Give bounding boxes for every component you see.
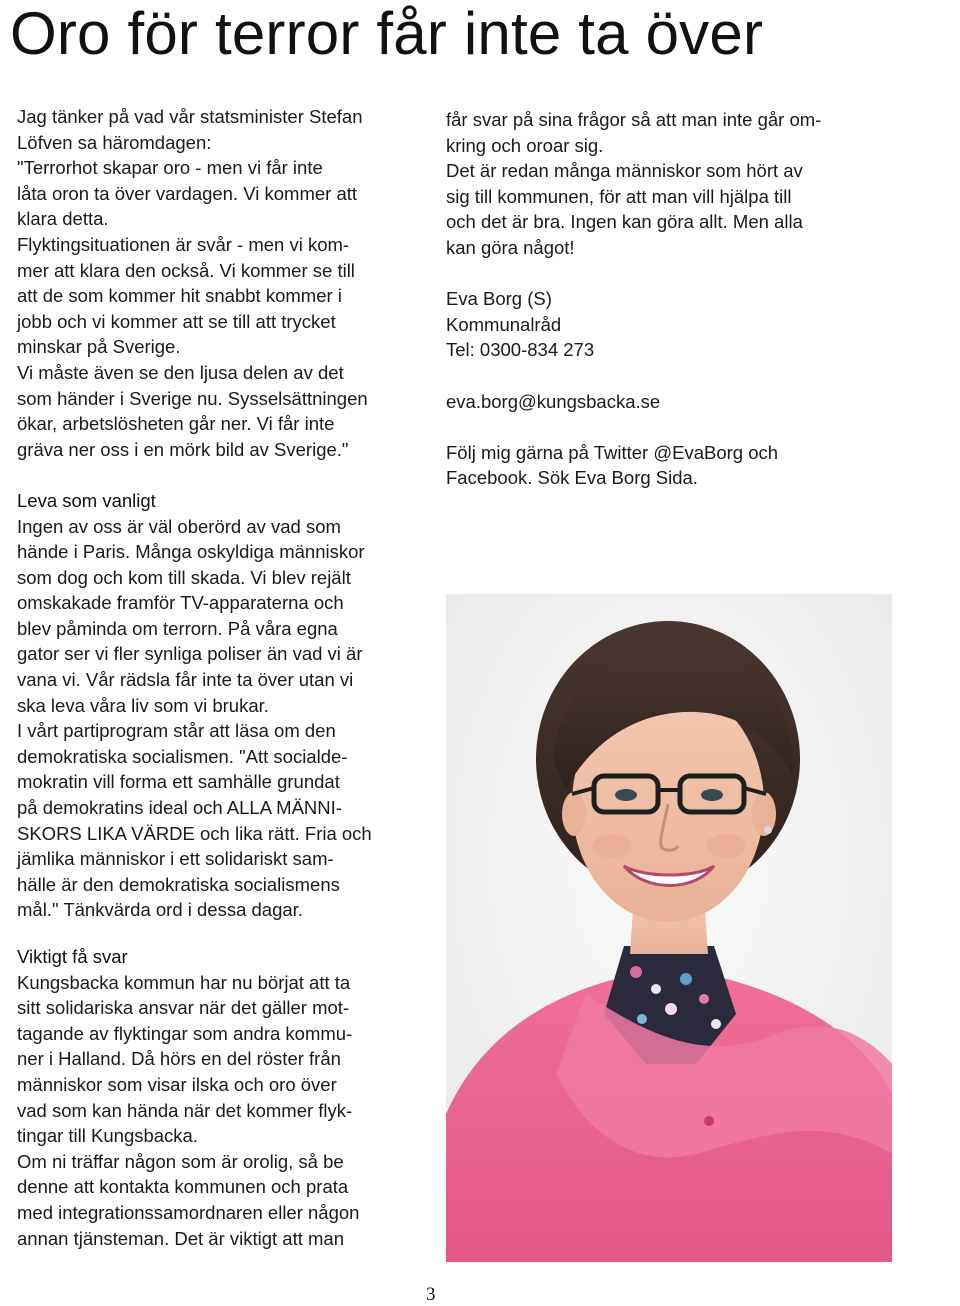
text-line: hände i Paris. Många oskyldiga människor	[17, 541, 365, 563]
text-line: Löfven sa häromdagen:	[17, 131, 212, 153]
continuation-paragraph	[446, 107, 886, 261]
text-line: mokratin vill forma ett samhälle grundat	[17, 771, 340, 793]
text-line: Flyktingsituationen är svår - men vi kom-	[17, 233, 350, 255]
intro-paragraph	[17, 104, 425, 462]
author-portrait-photo	[446, 594, 892, 1262]
text-line: tingar till Kungsbacka.	[17, 1125, 198, 1147]
text-line: får svar på sina frågor så att man inte går om-	[446, 109, 822, 130]
text-line: Om ni träffar någon som är orolig, så be	[17, 1150, 344, 1172]
signature-block	[446, 286, 886, 363]
portrait-illustration	[446, 594, 892, 1262]
section-heading-viktigt-fa-svar: Viktigt få svar	[17, 946, 128, 967]
text-line: hälle är den demokratiska socialismens	[17, 873, 340, 895]
text-line: kan göra något!	[446, 236, 575, 258]
text-line: Vi måste även se den ljusa delen av det	[17, 361, 344, 383]
paragraph-gap	[17, 462, 425, 488]
text-line: minskar på Sverige.	[17, 336, 181, 358]
text-line: omskakade framför TV-apparaterna och	[17, 592, 344, 614]
section-heading-leva-som-vanligt: Leva som vanligt	[17, 489, 156, 511]
text-line: denne att kontakta kommunen och prata	[17, 1176, 349, 1198]
text-line: som händer i Sverige nu. Sysselsättningen	[17, 387, 368, 409]
text-line: gator ser vi fler synliga poliser än vad vi är	[17, 643, 363, 665]
author-phone: Tel: 0300-834 273	[446, 339, 595, 361]
text-line: "Terrorhot skapar oro - men vi får inte	[17, 157, 323, 179]
paragraph-gap	[446, 363, 886, 389]
text-line: jobb och vi kommer att se till att trycket	[17, 310, 336, 332]
text-line: Jag tänker på vad vår statsminister Stefan	[17, 106, 363, 127]
right-column	[446, 107, 886, 491]
text-line: Kungsbacka kommun har nu börjat att ta	[17, 971, 351, 993]
paragraph-gap	[446, 414, 886, 440]
text-line: blev påminda om terrorn. På våra egna	[17, 617, 338, 639]
text-line: med integrationssamordnaren eller någon	[17, 1201, 360, 1223]
text-line: som dog och kom till skada. Vi blev rejält	[17, 566, 351, 588]
paragraph-gap	[446, 261, 886, 287]
author-role: Kommunalråd	[446, 313, 562, 335]
text-line: att de som kommer hit snabbt kommer i	[17, 285, 342, 307]
text-line: ökar, arbetslösheten går ner. Vi får inte	[17, 413, 335, 435]
left-column	[17, 104, 425, 923]
text-line: Ingen av oss är väl oberörd av vad som	[17, 515, 341, 537]
text-line: vad som kan hända när det kommer flyk-	[17, 1099, 353, 1121]
page-number: 3	[426, 1284, 436, 1305]
text-line: I vårt partiprogram står att läsa om den	[17, 720, 336, 742]
text-line: annan tjänsteman. Det är viktigt att man	[17, 1227, 345, 1249]
author-name: Eva Borg (S)	[446, 288, 552, 310]
left-column-lower	[17, 944, 425, 1251]
section-viktigt-fa-svar-body	[17, 970, 425, 1252]
text-line: kring och oroar sig.	[446, 134, 604, 156]
text-line: låta oron ta över vardagen. Vi kommer att	[17, 182, 358, 204]
text-line: sitt solidariska ansvar när det gäller mot-	[17, 997, 350, 1019]
text-line: gräva ner oss i en mörk bild av Sverige."	[17, 438, 349, 460]
text-line: vana vi. Vår rädsla får inte ta över utan vi	[17, 669, 354, 691]
text-line: mer att klara den också. Vi kommer se till	[17, 259, 355, 281]
author-email: eva.borg@kungsbacka.se	[446, 390, 661, 412]
text-line: och det är bra. Ingen kan göra allt. Men alla	[446, 211, 803, 233]
text-line: sig till kommunen, för att man vill hjälpa till	[446, 185, 792, 207]
text-line: mål." Tänkvärda ord i dessa dagar.	[17, 899, 303, 921]
text-line: SKORS LIKA VÄRDE och lika rätt. Fria och	[17, 822, 372, 844]
text-line: Följ mig gärna på Twitter @EvaBorg och	[446, 441, 779, 463]
text-line: människor som visar ilska och oro över	[17, 1073, 337, 1095]
section-leva-som-vanligt-body	[17, 514, 425, 924]
text-line: Facebook. Sök Eva Borg Sida.	[446, 467, 698, 489]
text-line: ner i Halland. Då hörs en del röster från	[17, 1048, 341, 1070]
social-paragraph	[446, 440, 886, 491]
text-line: klara detta.	[17, 208, 109, 230]
text-line: Det är redan många människor som hört av	[446, 160, 803, 182]
text-line: demokratiska socialismen. "Att socialde-	[17, 745, 348, 767]
text-line: på demokratins ideal och ALLA MÄNNI-	[17, 797, 342, 819]
text-line: ska leva våra liv som vi brukar.	[17, 694, 269, 716]
text-line: tagande av flyktingar som andra kommu-	[17, 1022, 353, 1044]
page-title: Oro för terror får inte ta över	[10, 0, 764, 67]
text-line: jämlika människor i ett solidariskt sam-	[17, 848, 334, 870]
